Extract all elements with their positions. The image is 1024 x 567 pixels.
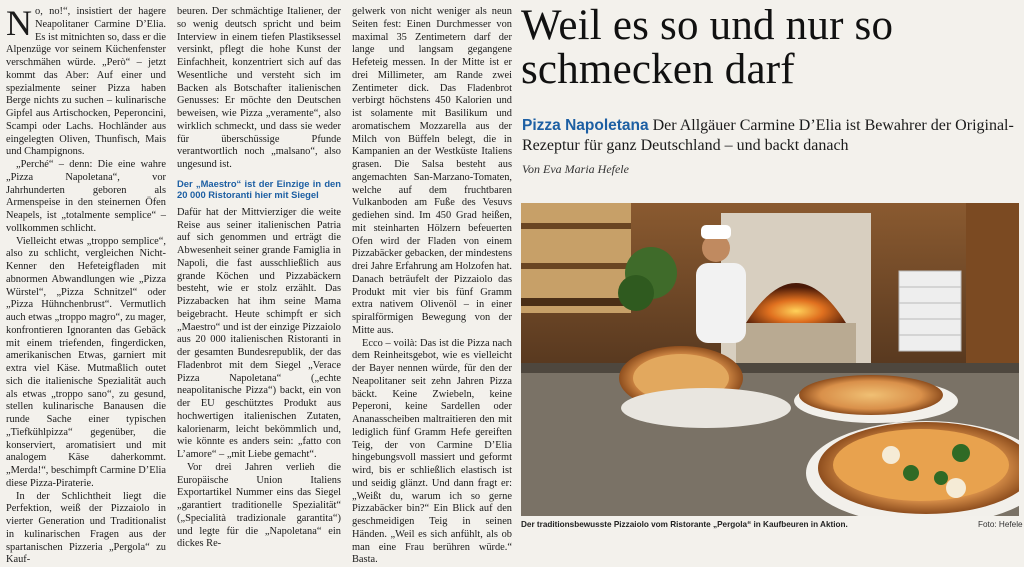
article-column-3	[352, 6, 512, 567]
subheading: Der „Maestro“ ist der Einzige in den 20 000 Ristoranti hier mit Siegel	[177, 178, 341, 201]
article-column-1	[6, 6, 166, 567]
pizzaiolo-image	[521, 203, 1019, 516]
paragraph: Vielleicht etwas „troppo semplice“, also zu schlicht, vergleichen Nicht-Kenner den Hefeteigfladen mit abnormen Abwandlungen wie „Pizza Würstel“, „Pizza Schnitzel“ oder „Pizza Hühnchenbrust“. Vermutlich auch etwas „troppo magro“, zu mager, konfrontieren Ignoranten das Gebäck mit einem triefenden, fingerdicken, amerikanischen Etwas, garniert mit extra viel Käse. Mutmaßlich outet sich die italienische Spezialität auch als etwas „troppo sano“, zu gesund, stellen kulinarische Banausen die runde Sache einer typischen „Tiefkühlpizza“ gegenüber, die konserviert, aromatisiert und mit analogem Käse daherkommt. „Merda!“, beschimpft Carmine D’Elia diese Pizza-Piraterie.	[6, 236, 166, 491]
headline-line-2: schmecken darf	[521, 48, 1011, 92]
paragraph: gelwerk von nicht weniger als neun Seiten fest: Einen Durchmesser von maximal 35 Zentimetern darf der lange und langsam gegangene Hefeteig messen. In der Mitte ist er drei Millimeter, am Rande zwei Zentimeter dick. Das Fladenbrot verbirgt höchstens 450 Kalorien und ist solamente mit Basilikum und aromatischem Mozzarella aus der Milch von Büffeln belegt, die in Kampanien an der Westküste Italiens grasen. Die Salsa besteht aus angemachten San-Marzano-Tomaten, welche auf dem fruchtbaren Vulkanboden am Fuße des Vesuvs gediehen sind. Im 450 Grad heißen, mit steinharten Hölzern befeuerten Ofen wird der Fladen von einem Pizzabäcker gebacken, der mindestens drei Jahre Erfahrung am Holzofen hat. Danach beträufelt der Pizzaiolo das Produkt mit vier bis fünf Gramm extra nativem Olivenöl – in einer spiralförmigen Bewegung von der Mitte aus.	[352, 6, 512, 338]
pizza-photo	[521, 203, 1019, 516]
deck	[522, 116, 1017, 156]
paragraph: Vor drei Jahren verlieh die Europäische Union Italiens Exportartikel Nummer eins das Siegel „garantiert traditionelle Spezialität“ („Specialità tradizionale garantita“) und legte für die „Napoletana“ ein dickes Re-	[177, 462, 341, 551]
deck-text: Der Allgäuer Carmine D’Elia ist Bewahrer der Original-Rezeptur für ganz Deutschland – und backt danach	[522, 117, 1014, 154]
deck-kicker: Pizza Napoletana	[522, 117, 649, 134]
photo-credit: Foto: Hefele	[978, 520, 1023, 530]
paragraph: Ecco – voilà: Das ist die Pizza nach dem Reinheitsgebot, wie es vielleicht der Bayer nennen würde, für den der Neapolitaner seit zehn Jahren Pizza bäckt. Keine Zwiebeln, keine Peperoni, keine Sardellen oder Ananasscheiben maltraitieren den mit lediglich fünf Gramm Hefe gereiften Teig, der von Carmine D’Elia hingebungsvoll massiert und geformt wird, bis er schließlich elastisch ist und seidig glänzt. Und dann fragt er: „Weißt du, warum ich so gerne Pizzabäcker bin?“ Ein Blick auf den geschmeidigen Teig in seinen Händen. „Weil es sich anfühlt, als ob man eine Frau berühren würde.“ Basta.	[352, 338, 512, 567]
paragraph: „Perché“ – denn: Die eine wahre „Pizza Napoletana“, vor Jahrhunderten geboren als Armenspeise in den steinernen Öfen Neapels, ist „totalmente semplice“ – vollkommen schlicht.	[6, 159, 166, 236]
headline	[521, 4, 1011, 92]
headline-line-1: Weil es so und nur so	[521, 4, 1011, 48]
paragraph: Dafür hat der Mittvierziger die weite Reise aus seiner italienischen Patria auf sich genommen und erträgt die Abwesenheit seiner grande Famiglia in Napoli, die fast ausschließlich aus grande Köchen und Pizzabäckern besteht, wie er stolz erzählt. Das Pizzabacken hat ihm seine Mama beigebracht. Heute schimpft er sich „Maestro“ und ist der einzige Pizzaiolo aus 20 000 italienischen Ristoranti in der gesamten Bundesrepublik, der das Fladenbrot mit dem Siegel „Verace Pizza Napoletana“ („echte neapolitanische Pizza“) backt, ein von der EU geschütztes Produkt aus hochwertigen italienischen Zutaten, kalorienarm, leicht bekömmlich und, wie könnte es anders sein: „fatto con L’amore“ – „mit Liebe gemacht“.	[177, 207, 341, 462]
article-column-2	[177, 6, 341, 551]
byline: Von Eva Maria Hefele	[522, 162, 629, 177]
paragraph: In der Schlichtheit liegt die Perfektion, weiß der Pizzaiolo in vierter Generation und Traditionalist in kulinarischen Fragen aus der spartanischen Pizzeria „Pergola“ zu Kauf-	[6, 491, 166, 567]
photo-caption: Der traditionsbewusste Pizzaiolo vom Ristorante „Pergola“ in Kaufbeuren in Aktion.	[521, 520, 848, 530]
paragraph: beuren. Der schmächtige Italiener, der so wenig deutsch spricht und beim Interview in einem tiefen Plastiksessel versinkt, pflegt die hohe Kunst der Einfachheit, konzentriert sich auf das Wesentliche und versteht sich im Backen als Botschafter italienischen Genusses: Er möchte den Deutschen beweisen, wie Pizza „veramente“, also wirklich schmeckt, und dass sie weder für überschüssige Pfunde verantwortlich noch „malsano“, also ungesund ist.	[177, 6, 341, 172]
drop-cap: N	[6, 6, 35, 38]
paragraph: o, no!“, insistiert der hagere Neapolitaner Carmine D’Elia. Es ist mitnichten so, dass er die Alpenzüge vor seinem Küchenfenster verschmähen würde. „Però“ – jetzt kommt das Aber: Auf einer und spezialmente seiner Pizza haben Berge nichts zu suchen – kulinarische Gipfel aus Artischocken, Peperoncini, Scampi oder Lachs. Hochländer aus eingelegten Oliven, Thunfisch, Mais und Champignons.	[6, 6, 166, 157]
